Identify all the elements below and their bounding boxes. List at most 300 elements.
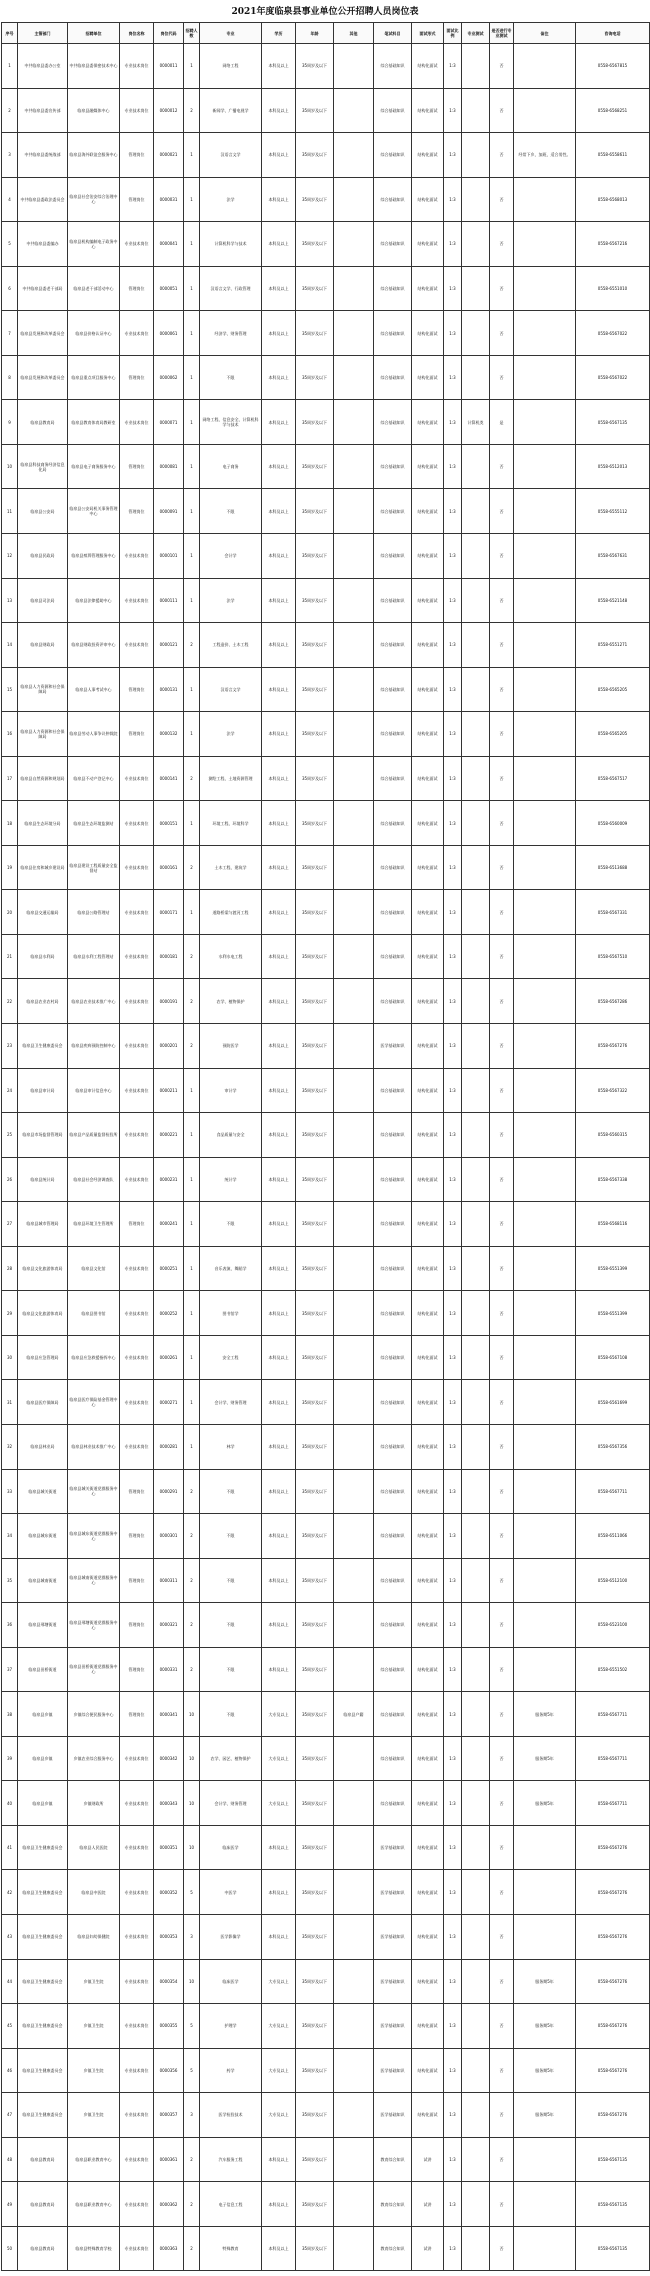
table-cell (334, 1870, 374, 1915)
table-cell: 1:3 (444, 1113, 462, 1158)
table-cell (514, 1202, 576, 1247)
table-cell: 临泉县公安局 (18, 489, 68, 534)
table-cell: 否 (490, 44, 514, 89)
table-cell: 3 (2, 133, 18, 178)
table-cell: 36 (2, 1603, 18, 1648)
table-cell: 0000351 (154, 1825, 184, 1870)
table-cell (462, 222, 490, 267)
column-header: 是否进行专业测试 (490, 23, 514, 44)
table-cell: 2 (184, 979, 200, 1024)
table-cell: 医学基础知识 (374, 2048, 412, 2093)
table-cell: 临泉县职业教育中心 (68, 2182, 120, 2227)
table-cell: 综合基础知识 (374, 1068, 412, 1113)
table-cell: 综合基础知识 (374, 133, 412, 178)
table-cell: 计算机类 (462, 400, 490, 445)
table-cell: 临泉县职业教育中心 (68, 2137, 120, 2182)
table-cell (334, 1914, 374, 1959)
table-cell: 1:3 (444, 1068, 462, 1113)
table-cell: 15 (2, 667, 18, 712)
table-cell: 专业技术岗位 (120, 2004, 154, 2049)
table-cell: 临床医学 (200, 1825, 262, 1870)
table-cell: 42 (2, 1870, 18, 1915)
table-cell: 0558-6561699 (576, 1380, 650, 1425)
table-cell: 10 (184, 1825, 200, 1870)
table-cell: 0558-6567517 (576, 756, 650, 801)
table-cell: 会计学、财务管理 (200, 1380, 262, 1425)
table-cell: 综合基础知识 (374, 1558, 412, 1603)
table-cell: 0558-6567135 (576, 400, 650, 445)
table-cell: 10 (184, 1781, 200, 1826)
table-cell: 35周岁及以下 (296, 1825, 334, 1870)
table-cell: 医学基础知识 (374, 1914, 412, 1959)
table-cell: 1:3 (444, 1736, 462, 1781)
table-cell (514, 1825, 576, 1870)
table-cell: 0000131 (154, 667, 184, 712)
table-cell: 综合基础知识 (374, 1380, 412, 1425)
table-cell: 否 (490, 2093, 514, 2138)
table-cell: 临泉县城南街道党群服务中心 (68, 1558, 120, 1603)
table-row (2, 1603, 650, 1648)
table-cell: 1:3 (444, 266, 462, 311)
table-cell: 本科及以上 (262, 266, 296, 311)
table-cell: 结构化面试 (412, 1959, 444, 2004)
table-cell: 1:3 (444, 534, 462, 579)
table-cell: 专业技术岗位 (120, 756, 154, 801)
table-cell: 0558-6567631 (576, 534, 650, 579)
table-cell: 35周岁及以下 (296, 355, 334, 400)
table-cell: 结构化面试 (412, 1291, 444, 1336)
table-cell: 14 (2, 623, 18, 668)
column-header: 面试形式 (412, 23, 444, 44)
table-cell: 否 (490, 1825, 514, 1870)
table-cell: 本科及以上 (262, 623, 296, 668)
table-cell (462, 2137, 490, 2182)
table-cell: 35周岁及以下 (296, 801, 334, 846)
table-cell: 结构化面试 (412, 2093, 444, 2138)
table-cell: 临泉县教育局 (18, 2226, 68, 2271)
table-cell: 否 (490, 1335, 514, 1380)
table-cell: 临泉县社会经济调查队 (68, 1157, 120, 1202)
table-cell: 2 (184, 934, 200, 979)
table-cell (514, 890, 576, 935)
table-cell: 临泉县法律援助中心 (68, 578, 120, 623)
table-cell: 35 (2, 1558, 18, 1603)
table-cell: 专业技术岗位 (120, 1424, 154, 1469)
table-cell: 统计学 (200, 1157, 262, 1202)
table-cell: 否 (490, 979, 514, 1024)
table-cell: 0558-6513688 (576, 845, 650, 890)
table-cell: 结构化面试 (412, 1914, 444, 1959)
table-cell (334, 1781, 374, 1826)
table-cell: 专业技术岗位 (120, 1736, 154, 1781)
table-cell: 乡镇卫生院 (68, 2048, 120, 2093)
table-row (2, 2182, 650, 2227)
table-cell (334, 712, 374, 757)
table-cell: 1 (184, 1424, 200, 1469)
table-cell: 医学检验技术 (200, 2093, 262, 2138)
table-cell: 1 (184, 667, 200, 712)
table-cell: 0558-6523100 (576, 1603, 650, 1648)
table-cell (462, 623, 490, 668)
table-cell: 1:3 (444, 667, 462, 712)
table-row (2, 1335, 650, 1380)
table-cell (334, 934, 374, 979)
table-cell (514, 1113, 576, 1158)
table-cell: 临泉县城南街道 (18, 1558, 68, 1603)
table-cell: 0000361 (154, 2137, 184, 2182)
table-cell (462, 801, 490, 846)
table-cell (334, 177, 374, 222)
table-cell: 0000161 (154, 845, 184, 890)
table-cell: 网络工程 (200, 44, 262, 89)
table-cell: 1 (184, 890, 200, 935)
table-cell: 1:3 (444, 1781, 462, 1826)
table-cell: 本科及以上 (262, 1335, 296, 1380)
table-cell: 1:3 (444, 489, 462, 534)
table-row (2, 1157, 650, 1202)
table-cell: 否 (490, 444, 514, 489)
table-cell: 试讲 (412, 2182, 444, 2227)
table-cell (334, 355, 374, 400)
table-cell: 综合基础知识 (374, 1692, 412, 1737)
table-cell: 否 (490, 266, 514, 311)
table-cell: 否 (490, 1692, 514, 1737)
table-cell: 35周岁及以下 (296, 1202, 334, 1247)
table-cell: 专业技术岗位 (120, 1068, 154, 1113)
table-cell: 1:3 (444, 1870, 462, 1915)
table-cell: 临泉县水利工程管理站 (68, 934, 120, 979)
table-cell: 35周岁及以下 (296, 2137, 334, 2182)
table-cell: 0558-6567135 (576, 2182, 650, 2227)
table-cell: 综合基础知识 (374, 1246, 412, 1291)
table-cell: 临泉县卫生健康委员会 (18, 1825, 68, 1870)
table-cell: 临泉县卫生健康委员会 (18, 1870, 68, 1915)
table-cell: 专业技术岗位 (120, 2048, 154, 2093)
table-cell: 43 (2, 1914, 18, 1959)
table-cell: 汉语言文学 (200, 133, 262, 178)
table-cell: 测绘工程、土地资源管理 (200, 756, 262, 801)
table-cell: 否 (490, 1024, 514, 1069)
table-cell: 综合基础知识 (374, 1514, 412, 1559)
table-row (2, 266, 650, 311)
table-cell: 安全工程 (200, 1335, 262, 1380)
table-cell (462, 1558, 490, 1603)
table-cell: 综合基础知识 (374, 979, 412, 1024)
table-row (2, 1736, 650, 1781)
table-row (2, 1647, 650, 1692)
table-cell: 35周岁及以下 (296, 2093, 334, 2138)
table-cell: 5 (184, 2048, 200, 2093)
table-cell: 结构化面试 (412, 890, 444, 935)
table-cell (514, 311, 576, 356)
table-cell (462, 2182, 490, 2227)
table-cell: 5 (184, 2004, 200, 2049)
table-cell: 35周岁及以下 (296, 266, 334, 311)
table-cell: 1:3 (444, 444, 462, 489)
table-cell: 综合基础知识 (374, 1736, 412, 1781)
table-cell: 0558-6567711 (576, 1469, 650, 1514)
table-cell: 综合基础知识 (374, 667, 412, 712)
table-cell: 不限 (200, 489, 262, 534)
table-cell: 本科及以上 (262, 667, 296, 712)
table-cell: 中共临泉县委老干部局 (18, 266, 68, 311)
table-cell: 否 (490, 667, 514, 712)
table-cell: 0558-6567338 (576, 1157, 650, 1202)
table-row (2, 1959, 650, 2004)
table-cell: 35周岁及以下 (296, 623, 334, 668)
table-cell: 35周岁及以下 (296, 578, 334, 623)
table-cell: 临泉县交通运输局 (18, 890, 68, 935)
table-cell: 土木工程、建筑学 (200, 845, 262, 890)
table-cell: 专业技术岗位 (120, 2182, 154, 2227)
table-cell (462, 2226, 490, 2271)
table-cell: 临泉县电子商务服务中心 (68, 444, 120, 489)
table-cell: 综合基础知识 (374, 1157, 412, 1202)
table-cell: 临泉县教育体育局教研室 (68, 400, 120, 445)
table-cell: 专业技术岗位 (120, 2137, 154, 2182)
table-cell: 0000311 (154, 1558, 184, 1603)
table-cell: 中共临泉县委编办 (18, 222, 68, 267)
table-cell: 1 (184, 1335, 200, 1380)
table-cell: 结构化面试 (412, 1825, 444, 1870)
table-cell: 中共临泉县委办公室 (18, 44, 68, 89)
table-cell (334, 444, 374, 489)
table-cell (514, 712, 576, 757)
table-cell: 专业技术岗位 (120, 1781, 154, 1826)
table-cell: 综合基础知识 (374, 578, 412, 623)
table-cell: 0000352 (154, 1870, 184, 1915)
table-cell: 0558-6567276 (576, 1825, 650, 1870)
table-row (2, 756, 650, 801)
table-cell: 临泉县田桥街道 (18, 1647, 68, 1692)
table-cell: 1:3 (444, 712, 462, 757)
table-cell: 临泉县农业农村局 (18, 979, 68, 1024)
table-cell: 大专及以上 (262, 1959, 296, 2004)
table-cell (334, 1335, 374, 1380)
table-cell: 结构化面试 (412, 1424, 444, 1469)
table-cell: 35周岁及以下 (296, 1291, 334, 1336)
table-cell: 本科及以上 (262, 1024, 296, 1069)
table-cell (334, 2226, 374, 2271)
table-cell: 0558-6568116 (576, 1202, 650, 1247)
table-row (2, 44, 650, 89)
table-cell: 图书馆学 (200, 1291, 262, 1336)
table-cell (462, 934, 490, 979)
table-cell: 专业技术岗位 (120, 311, 154, 356)
table-cell: 1:3 (444, 801, 462, 846)
table-row (2, 1291, 650, 1336)
table-cell: 结构化面试 (412, 1603, 444, 1648)
table-cell: 大专及以上 (262, 2004, 296, 2049)
table-cell (514, 1380, 576, 1425)
table-cell: 0000362 (154, 2182, 184, 2227)
table-cell: 结构化面试 (412, 1558, 444, 1603)
table-cell: 0000031 (154, 177, 184, 222)
table-cell: 结构化面试 (412, 266, 444, 311)
table-cell: 1:3 (444, 1603, 462, 1648)
table-cell: 特殊教育 (200, 2226, 262, 2271)
table-cell: 专业技术岗位 (120, 1870, 154, 1915)
table-cell: 35周岁及以下 (296, 489, 334, 534)
table-cell: 0558-6565205 (576, 712, 650, 757)
table-cell: 大专及以上 (262, 2093, 296, 2138)
table-cell: 中医学 (200, 1870, 262, 1915)
table-cell: 临泉县水利局 (18, 934, 68, 979)
table-cell: 本科及以上 (262, 1380, 296, 1425)
table-cell: 0000281 (154, 1424, 184, 1469)
table-cell: 新闻学、广播电视学 (200, 88, 262, 133)
table-cell: 0558-6568251 (576, 88, 650, 133)
table-cell: 23 (2, 1024, 18, 1069)
table-cell: 1:3 (444, 979, 462, 1024)
table-cell: 结构化面试 (412, 1514, 444, 1559)
table-cell: 本科及以上 (262, 2182, 296, 2227)
table-cell (334, 44, 374, 89)
table-cell: 否 (490, 623, 514, 668)
table-cell: 临泉县乡镇 (18, 1781, 68, 1826)
table-cell: 专业技术岗位 (120, 534, 154, 579)
table-cell: 临泉县海外联谊会服务中心 (68, 133, 120, 178)
table-cell: 35周岁及以下 (296, 712, 334, 757)
table-cell: 网络工程、信息安全、计算机科学与技术 (200, 400, 262, 445)
table-cell: 否 (490, 1647, 514, 1692)
table-cell: 临泉县城市管理局 (18, 1202, 68, 1247)
column-header: 主管部门 (18, 23, 68, 44)
table-row (2, 667, 650, 712)
table-cell: 服务期5年 (514, 2048, 576, 2093)
table-cell: 结构化面试 (412, 1781, 444, 1826)
table-cell: 林学 (200, 1424, 262, 1469)
table-cell: 否 (490, 1380, 514, 1425)
table-cell: 临泉县城关街道 (18, 1469, 68, 1514)
table-cell (462, 1469, 490, 1514)
table-cell: 1 (184, 177, 200, 222)
table-cell: 33 (2, 1469, 18, 1514)
table-cell: 综合基础知识 (374, 1424, 412, 1469)
table-cell: 1 (184, 44, 200, 89)
table-cell: 35周岁及以下 (296, 1736, 334, 1781)
table-cell: 不限 (200, 1603, 262, 1648)
table-cell: 0558-6567356 (576, 1424, 650, 1469)
table-cell: 0000111 (154, 578, 184, 623)
table-cell (514, 2226, 576, 2271)
table-cell (462, 2093, 490, 2138)
table-cell: 乡镇财政所 (68, 1781, 120, 1826)
table-row (2, 1380, 650, 1425)
table-cell: 2 (184, 1024, 200, 1069)
table-cell: 1:3 (444, 88, 462, 133)
table-cell: 0558-6551399 (576, 1291, 650, 1336)
table-cell (462, 578, 490, 623)
table-cell (334, 1157, 374, 1202)
table-cell: 临泉县融媒体中心 (68, 88, 120, 133)
table-cell: 管理岗位 (120, 444, 154, 489)
table-cell: 40 (2, 1781, 18, 1826)
table-row (2, 311, 650, 356)
table-cell: 本科及以上 (262, 578, 296, 623)
table-cell: 0558-6551502 (576, 1647, 650, 1692)
table-cell: 临泉县财政局 (18, 623, 68, 668)
table-cell: 0000141 (154, 756, 184, 801)
table-cell (334, 133, 374, 178)
table-cell: 10 (2, 444, 18, 489)
table-cell: 1:3 (444, 1291, 462, 1336)
table-cell (334, 1424, 374, 1469)
table-cell: 否 (490, 222, 514, 267)
table-row (2, 177, 650, 222)
table-cell: 17 (2, 756, 18, 801)
table-cell: 专业技术岗位 (120, 890, 154, 935)
table-cell: 本科及以上 (262, 44, 296, 89)
table-cell: 35周岁及以下 (296, 2048, 334, 2093)
table-cell: 本科及以上 (262, 979, 296, 1024)
table-cell (334, 578, 374, 623)
table-cell: 1:3 (444, 578, 462, 623)
table-cell: 0558-6567135 (576, 2137, 650, 2182)
table-cell: 结构化面试 (412, 2004, 444, 2049)
column-header: 招聘人数 (184, 23, 200, 44)
table-cell: 会计学 (200, 534, 262, 579)
table-cell: 35周岁及以下 (296, 1380, 334, 1425)
table-cell: 结构化面试 (412, 1469, 444, 1514)
table-cell: 1 (184, 311, 200, 356)
table-cell (334, 2137, 374, 2182)
table-cell: 教育综合知识 (374, 2137, 412, 2182)
table-cell: 大专及以上 (262, 2048, 296, 2093)
table-cell (334, 1246, 374, 1291)
table-cell: 临泉县住房和城乡建设局 (18, 845, 68, 890)
table-cell (334, 1469, 374, 1514)
table-cell: 35周岁及以下 (296, 444, 334, 489)
table-cell: 否 (490, 756, 514, 801)
table-cell (334, 2004, 374, 2049)
table-cell: 19 (2, 845, 18, 890)
table-cell: 结构化面试 (412, 1068, 444, 1113)
table-cell (334, 2182, 374, 2227)
column-header: 岗位名称 (120, 23, 154, 44)
table-cell: 本科及以上 (262, 845, 296, 890)
table-cell: 大专及以上 (262, 1692, 296, 1737)
table-cell: 不限 (200, 355, 262, 400)
table-cell: 1 (184, 1246, 200, 1291)
table-cell: 农学、园艺、植物保护 (200, 1736, 262, 1781)
table-cell: 专业技术岗位 (120, 1157, 154, 1202)
table-cell: 专业技术岗位 (120, 1335, 154, 1380)
table-row (2, 890, 650, 935)
table-cell: 临泉县特殊教育学校 (68, 2226, 120, 2271)
table-row (2, 1202, 650, 1247)
table-cell: 专业技术岗位 (120, 222, 154, 267)
table-cell: 医学基础知识 (374, 1959, 412, 2004)
table-cell: 临泉县文化旅游体育局 (18, 1246, 68, 1291)
table-cell: 本科及以上 (262, 801, 296, 846)
table-cell (514, 1157, 576, 1202)
table-cell (462, 1959, 490, 2004)
table-cell (462, 979, 490, 1024)
table-cell: 本科及以上 (262, 712, 296, 757)
table-row (2, 355, 650, 400)
table-cell: 工程造价、土木工程 (200, 623, 262, 668)
table-cell (514, 979, 576, 1024)
table-cell: 结构化面试 (412, 1870, 444, 1915)
table-cell: 否 (490, 934, 514, 979)
table-cell: 结构化面试 (412, 667, 444, 712)
table-cell: 否 (490, 1558, 514, 1603)
table-cell: 27 (2, 1202, 18, 1247)
table-cell: 1:3 (444, 756, 462, 801)
table-cell: 临泉县发展和改革委员会 (18, 355, 68, 400)
table-cell: 25 (2, 1113, 18, 1158)
